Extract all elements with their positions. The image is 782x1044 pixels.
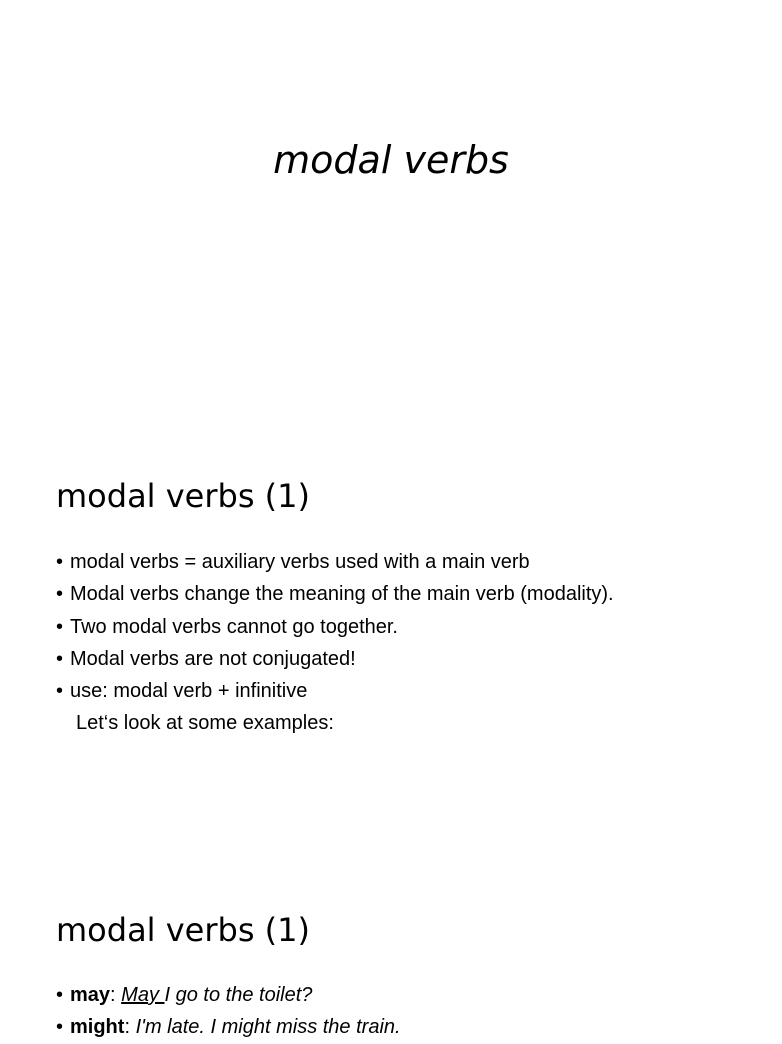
bullet-icon: • (56, 615, 64, 638)
bullet-text: modal verbs = auxiliary verbs used with a main verb (70, 551, 530, 573)
example-text: I go to the toilet? (164, 984, 313, 1006)
slide-heading: modal verbs (1) (56, 911, 310, 949)
bullet-icon: • (56, 680, 64, 703)
bullet-text: Two modal verbs cannot go together. (70, 615, 398, 638)
bullet-icon: • (56, 984, 64, 1006)
bullet-text: Modal verbs are not conjugated! (70, 647, 356, 670)
list-item (56, 611, 614, 643)
list-item (56, 546, 614, 578)
bullet-text: use: modal verb + infinitive (70, 680, 308, 703)
slide-title: modal verbs (273, 138, 509, 182)
slide-heading: modal verbs (1) (56, 477, 310, 515)
list-item (56, 979, 401, 1011)
example-underlined: May (121, 984, 165, 1006)
term-separator: : (110, 984, 122, 1006)
list-item (56, 675, 614, 707)
list-item (56, 707, 614, 739)
example-text: I'm late. I might miss the train. (135, 1016, 401, 1039)
list-item (56, 578, 614, 610)
term-separator: : (124, 1016, 136, 1039)
bullet-text: Modal verbs change the meaning of the main verb (modality). (70, 583, 614, 606)
example-list (56, 979, 401, 1044)
bullet-icon: • (56, 1016, 64, 1039)
bullet-icon: • (56, 583, 64, 606)
list-item (56, 1011, 401, 1043)
bullet-text: Let‘s look at some examples: (76, 712, 334, 735)
list-item (56, 643, 614, 675)
modal-term: might (70, 1016, 125, 1039)
bullet-icon: • (56, 551, 64, 573)
bullet-icon: • (56, 647, 64, 670)
bullet-list (56, 546, 614, 740)
modal-term: may (70, 984, 111, 1006)
